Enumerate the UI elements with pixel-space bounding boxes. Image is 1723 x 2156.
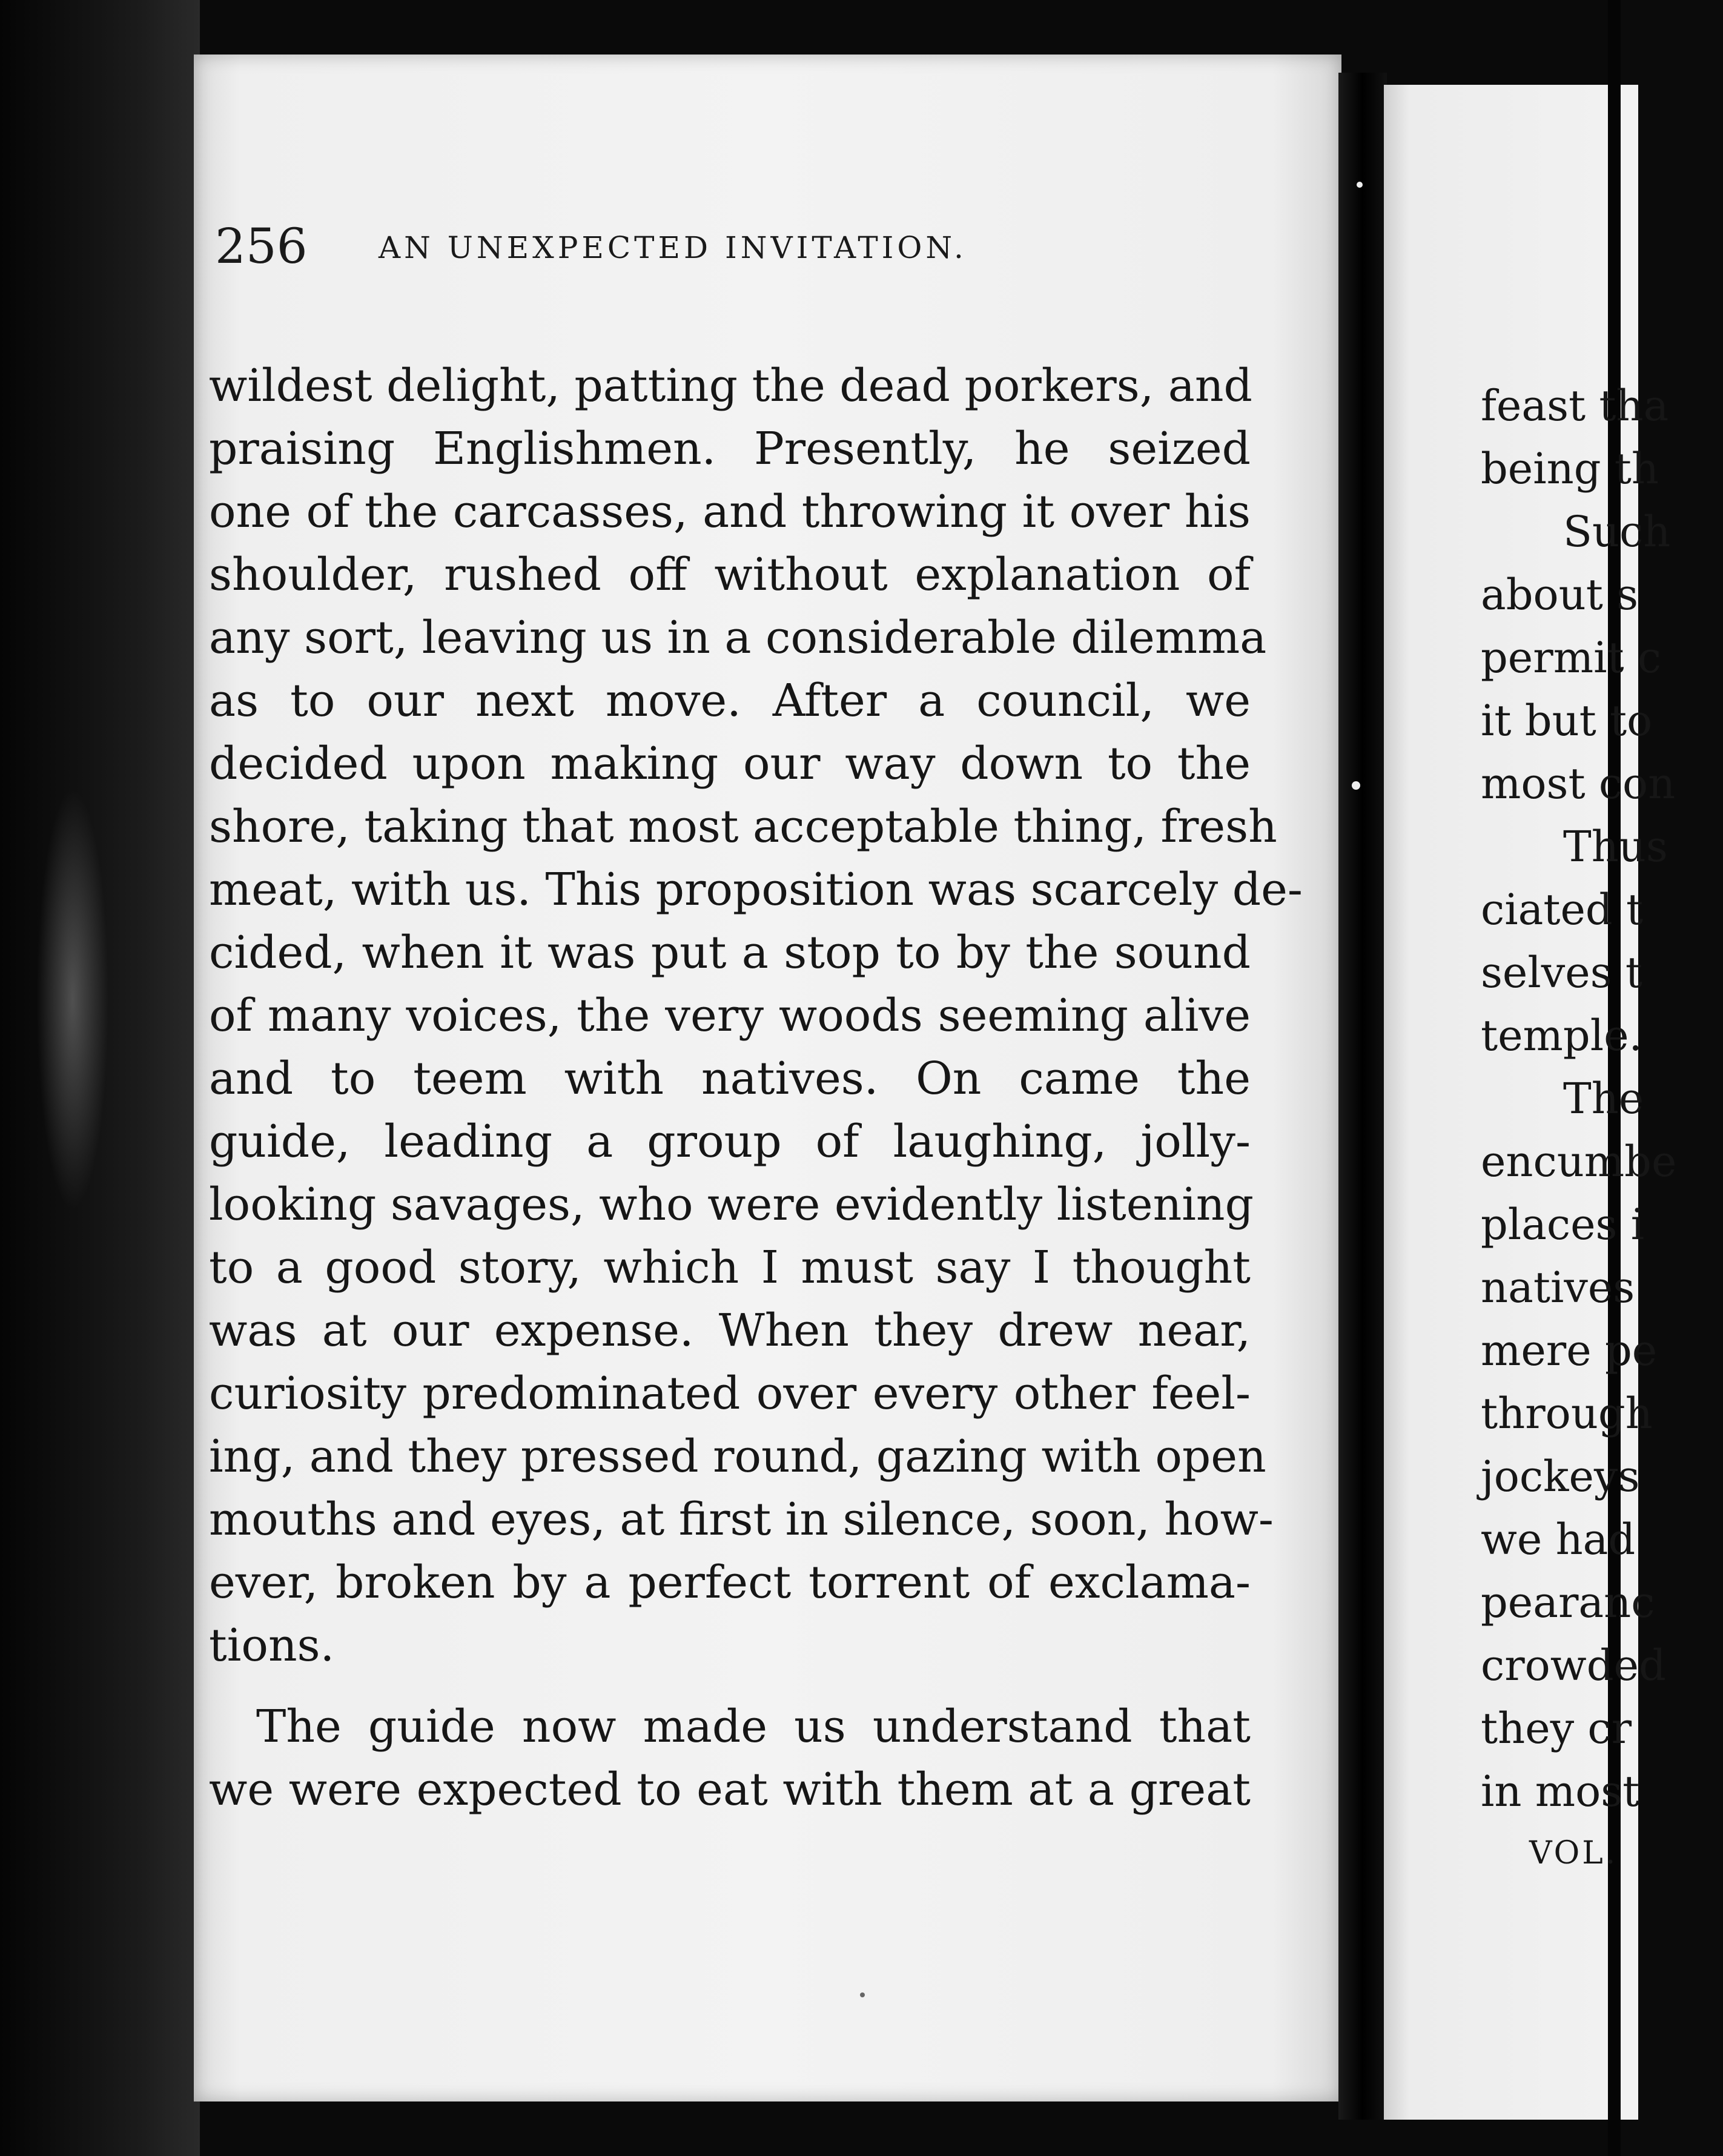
text-line: shoulder, rushed off without explanation of — [209, 549, 1251, 601]
text-line: was at our expense. When they drew near, — [209, 1305, 1251, 1357]
right-text-line: permit c — [1481, 633, 1662, 683]
text-line: mouths and eyes, at first in silence, soon, how- — [209, 1493, 1274, 1546]
text-line: meat, with us. This proposition was scarcely de- — [209, 864, 1303, 916]
right-text-line: pearanc — [1481, 1578, 1655, 1627]
right-text-line: crowded — [1481, 1641, 1666, 1690]
scan-light-streak — [36, 787, 109, 1211]
dust-speck — [1352, 781, 1360, 790]
right-text-line: mere pe — [1481, 1326, 1658, 1375]
running-head — [215, 218, 1123, 285]
text-line: of many voices, the very woods seeming alive — [209, 990, 1251, 1042]
right-text-line: we had — [1481, 1515, 1636, 1564]
right-text-line: Such — [1563, 507, 1671, 557]
right-text-line: they cr — [1481, 1704, 1632, 1753]
running-title: AN UNEXPECTED INVITATION. — [379, 230, 967, 265]
right-text-line: natives — [1481, 1263, 1635, 1312]
right-text-line: ciated t — [1481, 885, 1644, 934]
signature-mark: VOL. — [1529, 1835, 1618, 1871]
text-line: wildest delight, patting the dead porkers, and — [209, 360, 1252, 412]
text-line: ing, and they pressed round, gazing with open — [209, 1430, 1266, 1483]
text-line: decided upon making our way down to the — [209, 738, 1251, 790]
paragraph-break — [209, 1677, 1251, 1695]
right-text-line: in most — [1481, 1767, 1640, 1816]
right-text-line: about s — [1481, 570, 1639, 620]
text-line: one of the carcasses, and throwing it over his — [209, 486, 1251, 538]
text-line: cided, when it was put a stop to by the sound — [209, 927, 1251, 979]
right-text-line: places i — [1481, 1200, 1645, 1249]
right-text-line: being th — [1481, 444, 1659, 494]
text-line: looking savages, who were evidently listening — [209, 1179, 1254, 1231]
text-line: guide, leading a group of laughing, jolly- — [209, 1116, 1251, 1168]
text-line: we were expected to eat with them at a great — [209, 1764, 1251, 1816]
text-line: praising Englishmen. Presently, he seized — [209, 423, 1251, 475]
text-line: The guide now made us understand that — [256, 1701, 1251, 1753]
right-text-line: Thus — [1563, 822, 1668, 871]
right-text-line: through — [1481, 1389, 1653, 1438]
text-line: tions. — [209, 1619, 335, 1672]
left-page-body — [209, 354, 1303, 1821]
text-line: as to our next move. After a council, we — [209, 675, 1251, 727]
right-text-line: selves t — [1481, 948, 1643, 997]
right-text-line: feast tha — [1481, 381, 1669, 431]
text-line: ever, broken by a perfect torrent of exclama- — [209, 1556, 1251, 1609]
text-line: any sort, leaving us in a considerable dilemma — [209, 612, 1267, 664]
page-number: 256 — [215, 218, 308, 274]
right-page-body — [1481, 374, 1723, 1823]
right-text-line: temple. — [1481, 1011, 1642, 1060]
text-line: curiosity predominated over every other feel- — [209, 1367, 1251, 1420]
right-text-line: The — [1563, 1074, 1644, 1123]
text-line: shore, taking that most acceptable thing, fresh — [209, 801, 1277, 853]
right-text-line: encumbe — [1481, 1137, 1677, 1186]
right-text-line: jockeys — [1481, 1452, 1640, 1501]
text-line: and to teem with natives. On came the — [209, 1053, 1251, 1105]
dust-speck — [1357, 182, 1363, 188]
text-line: to a good story, which I must say I thought — [209, 1242, 1251, 1294]
dust-speck — [860, 1992, 865, 1997]
right-text-line: it but to — [1481, 696, 1653, 746]
page-gutter — [1338, 73, 1387, 2120]
right-text-line: most con — [1481, 759, 1676, 808]
